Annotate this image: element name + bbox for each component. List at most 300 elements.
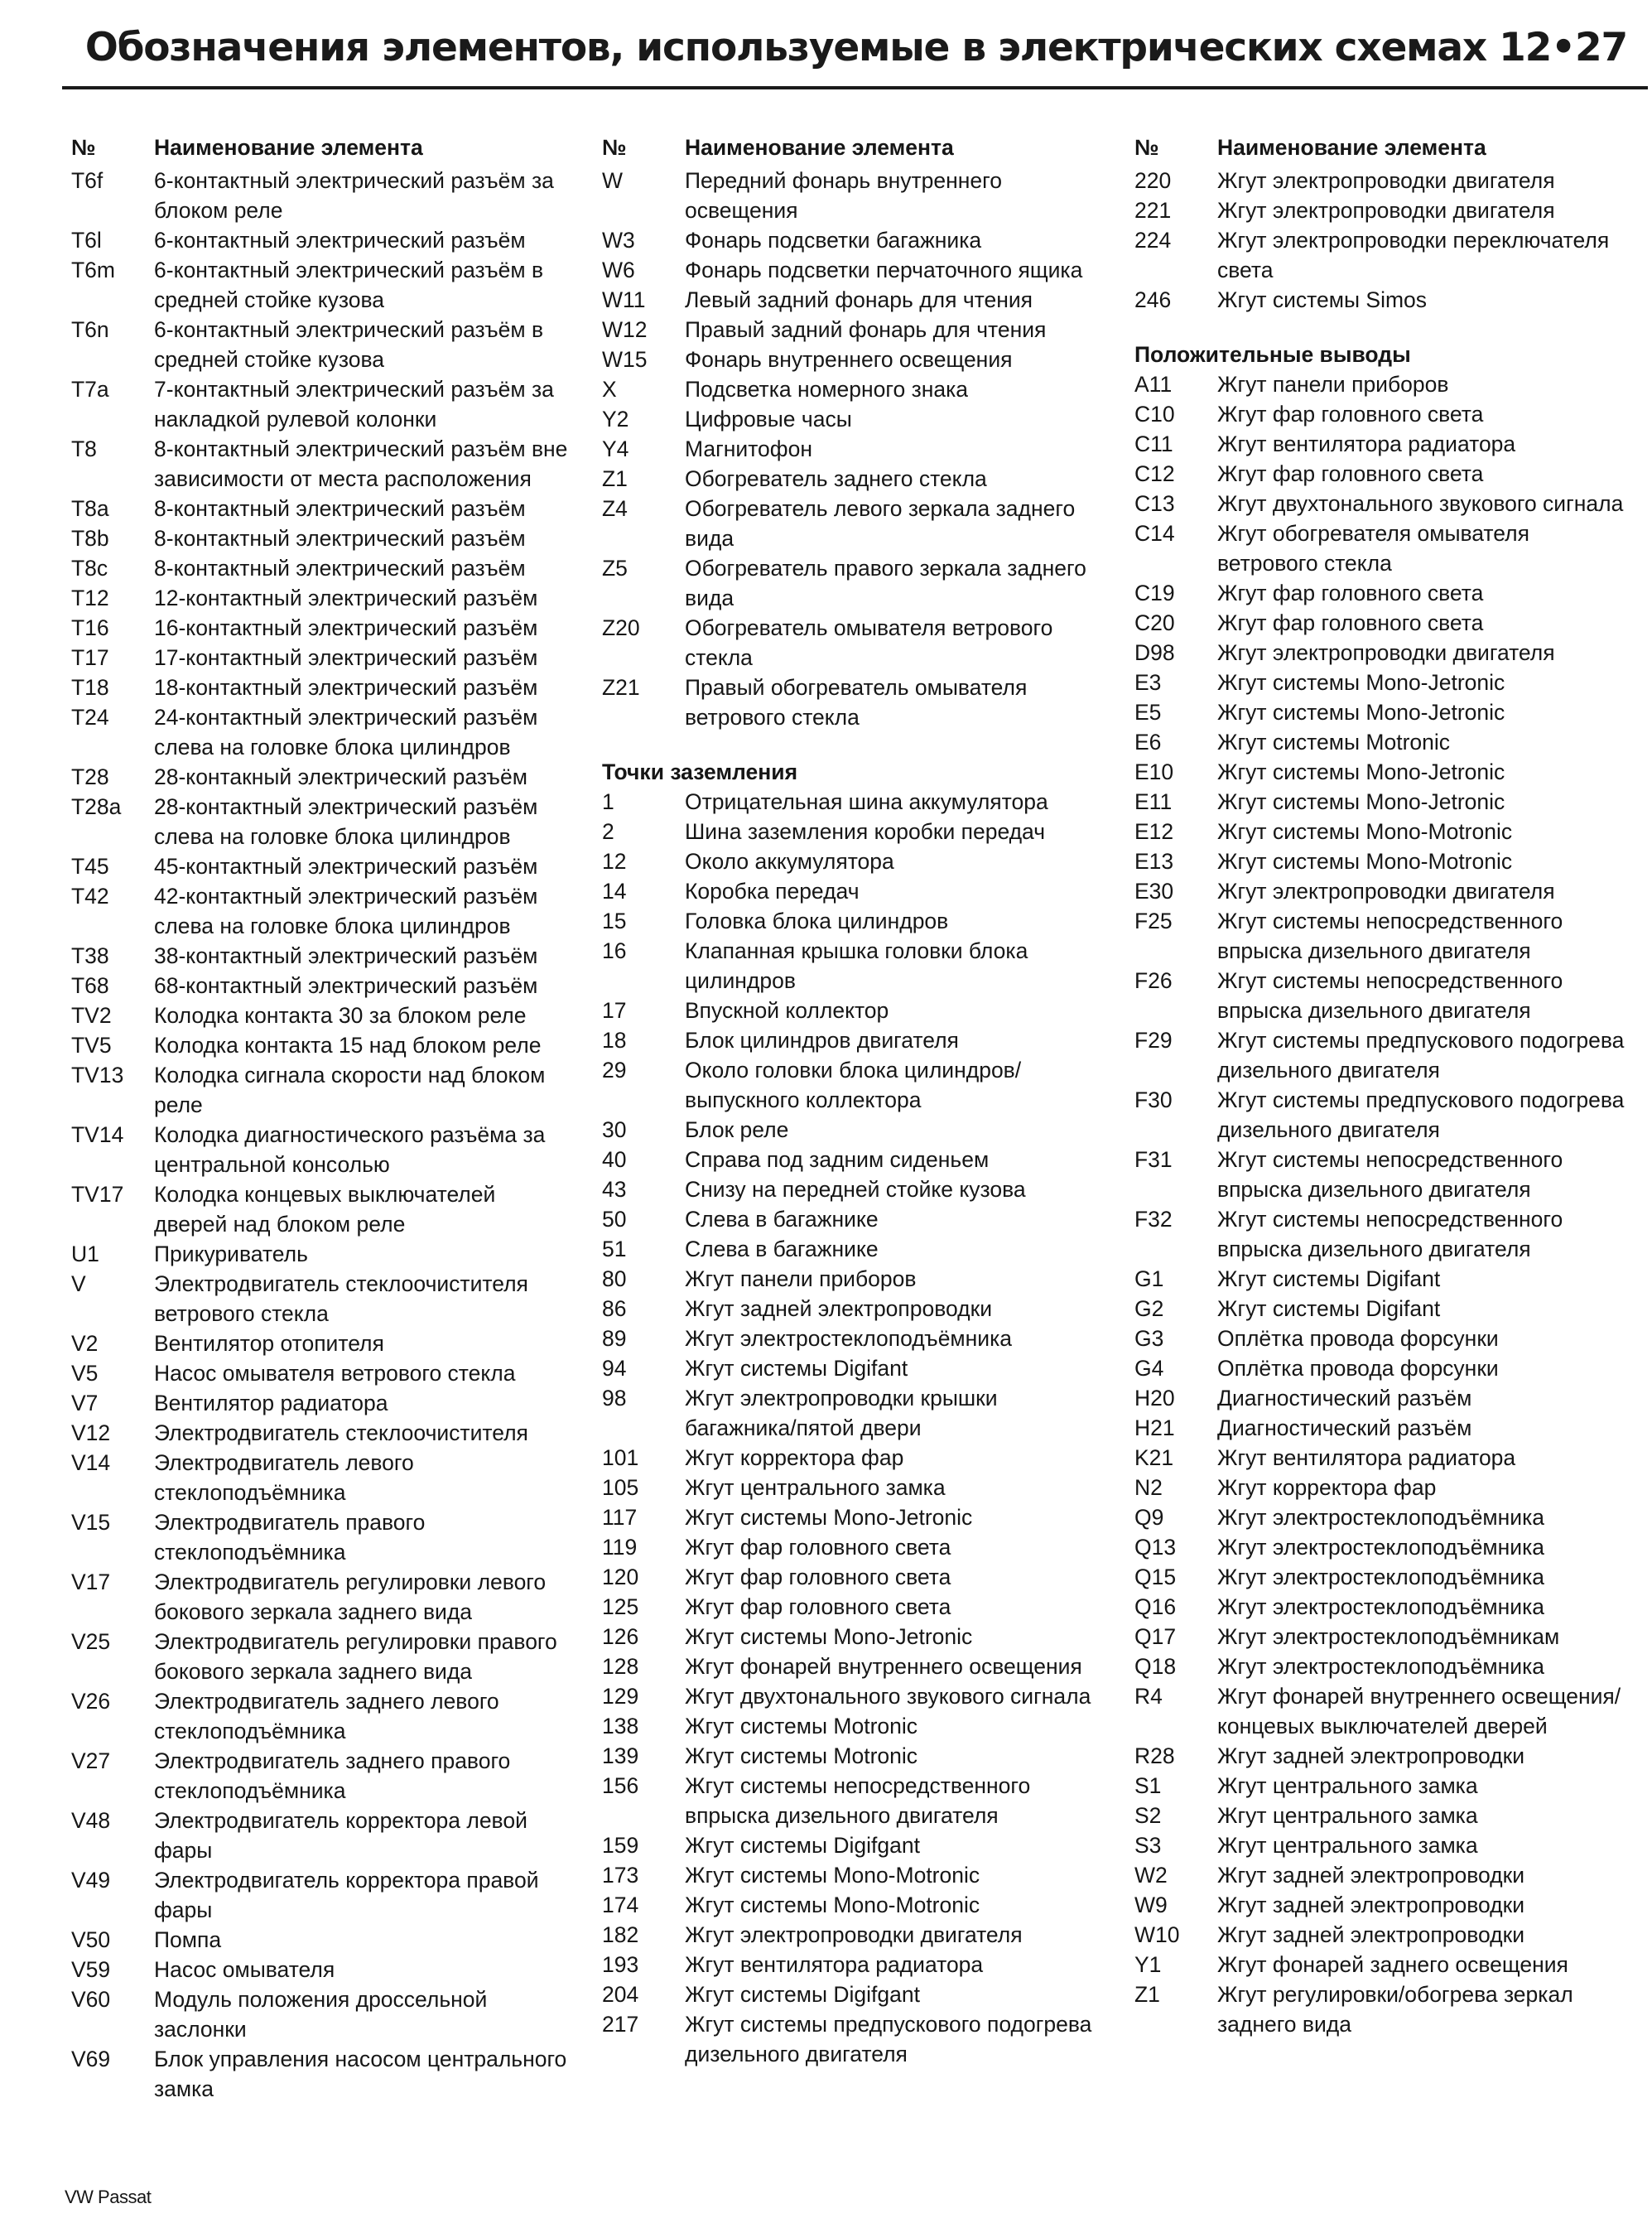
element-code: C13 (1134, 491, 1175, 516)
element-code: V12 (71, 1420, 111, 1445)
element-code: T8b (71, 526, 109, 551)
list-item (1134, 1145, 1635, 1204)
element-name: Жгут системы непосредственного впрыска дизельного двигателя (685, 1773, 1031, 1828)
element-name: Жгут системы Mono-Motronic (1217, 819, 1513, 844)
element-code: F29 (1134, 1028, 1173, 1053)
list-item (1134, 1324, 1635, 1353)
element-code: E13 (1134, 849, 1174, 874)
element-code: 156 (602, 1773, 639, 1798)
element-name: Жгут панели приборов (685, 1266, 917, 1291)
element-name: Жгут системы Mono-Jetronic (1217, 670, 1505, 695)
element-code: Z1 (602, 466, 628, 491)
list-item (1134, 757, 1635, 787)
list-item (71, 1179, 568, 1239)
element-name: Жгут электропроводки переключателя света (1217, 228, 1610, 282)
element-code: T16 (71, 615, 109, 640)
element-code: G3 (1134, 1326, 1164, 1351)
element-code: Q18 (1134, 1654, 1177, 1679)
element-name: Коробка передач (685, 879, 860, 904)
element-code: 14 (602, 879, 627, 904)
element-code: V50 (71, 1927, 111, 1952)
element-name: Снизу на передней стойке кузова (685, 1177, 1026, 1202)
positive-section-title: Положительные выводы (1134, 342, 1411, 367)
list-item (602, 1830, 1099, 1860)
element-name: Жгут панели приборов (1217, 372, 1449, 397)
list-item (71, 1001, 568, 1030)
list-item (71, 1060, 568, 1120)
element-code: 50 (602, 1207, 627, 1232)
list-item (1134, 906, 1635, 966)
list-item (602, 434, 1099, 464)
element-code: 119 (602, 1535, 638, 1560)
list-item (1134, 1353, 1635, 1383)
list-item (602, 1204, 1099, 1234)
list-item (602, 374, 1099, 404)
element-code: 40 (602, 1147, 627, 1172)
list-item (602, 1950, 1099, 1979)
element-name: Диагностический разъём (1217, 1415, 1472, 1440)
list-item (1134, 1920, 1635, 1950)
element-name: Блок цилиндров двигателя (685, 1028, 959, 1053)
element-code: 30 (602, 1117, 627, 1142)
list-col3 (1134, 166, 1635, 315)
element-code: 117 (602, 1505, 638, 1530)
list-item (71, 1269, 568, 1328)
list-item (1134, 876, 1635, 906)
element-name: Жгут системы Mono-Jetronic (1217, 700, 1505, 725)
element-code: A11 (1134, 372, 1173, 397)
element-code: W10 (1134, 1922, 1180, 1947)
element-code: T42 (71, 884, 109, 909)
list-item (1134, 1652, 1635, 1681)
element-name: Жгут системы Digifgant (685, 1982, 920, 2007)
page-title: Обозначения элементов, используемые в электрических схемах 12•27 (84, 25, 1627, 70)
element-name: Жгут системы Digifgant (685, 1833, 920, 1858)
list-item (71, 881, 568, 941)
element-name: Электродвигатель стеклоочистителя ветрового стекла (154, 1271, 528, 1326)
element-code: S2 (1134, 1803, 1162, 1828)
element-name: 28-контактный электрический разъём слева на головке блока цилиндров (154, 794, 538, 849)
list-item (1134, 1950, 1635, 1979)
list-positive (1134, 369, 1635, 2039)
list-item (1134, 459, 1635, 489)
element-code: G4 (1134, 1356, 1164, 1381)
element-code: 193 (602, 1952, 639, 1977)
element-code: E3 (1134, 670, 1162, 695)
element-code: C14 (1134, 521, 1175, 546)
list-item (71, 941, 568, 971)
element-code: W2 (1134, 1863, 1168, 1888)
element-name: Оплётка провода форсунки (1217, 1326, 1499, 1351)
list-item (71, 1418, 568, 1448)
element-name: Жгут системы непосредственного впрыска дизельного двигателя (1217, 1207, 1563, 1261)
column-header (71, 133, 568, 162)
element-code: 173 (602, 1863, 639, 1888)
element-code: Y2 (602, 407, 629, 432)
list-item (602, 817, 1099, 846)
element-code: 129 (602, 1684, 639, 1709)
element-code: W11 (602, 287, 646, 312)
element-code: T6n (71, 317, 109, 342)
list-item (1134, 225, 1635, 285)
element-code: Z5 (602, 556, 628, 581)
element-name: Жгут фар головного света (1217, 402, 1484, 427)
element-code: V26 (71, 1689, 111, 1714)
list-item (1134, 1592, 1635, 1622)
list-item (602, 345, 1099, 374)
element-name: Жгут фонарей внутреннего освещения (685, 1654, 1082, 1679)
element-code: 94 (602, 1356, 627, 1381)
list-item (71, 1955, 568, 1984)
element-name: Жгут электропроводки двигателя (1217, 640, 1555, 665)
element-name: Диагностический разъём (1217, 1386, 1472, 1410)
element-code: 15 (602, 909, 627, 933)
element-name: Жгут системы предпускового подогрева дизельного двигателя (1217, 1028, 1625, 1083)
element-code: R28 (1134, 1743, 1175, 1768)
list-col2 (602, 166, 1099, 732)
num-header: № (1134, 135, 1159, 160)
element-code: T6l (71, 228, 102, 253)
element-name: 8-контактный электрический разъём (154, 556, 526, 581)
element-name: Правый обогреватель омывателя ветрового стекла (685, 675, 1028, 730)
list-item (71, 1925, 568, 1955)
element-code: Z20 (602, 615, 640, 640)
element-name: Жгут центрального замка (685, 1475, 946, 1500)
element-code: Z1 (1134, 1982, 1160, 2007)
element-name: Жгут центрального замка (1217, 1803, 1478, 1828)
element-code: TV13 (71, 1063, 124, 1087)
list-item (602, 1234, 1099, 1264)
element-code: 126 (602, 1624, 639, 1649)
list-item (602, 1294, 1099, 1324)
element-code: V59 (71, 1957, 111, 1982)
element-name: Жгут задней электропроводки (1217, 1863, 1525, 1888)
element-code: T68 (71, 973, 109, 998)
element-name: Колодка контакта 15 над блоком реле (154, 1033, 542, 1058)
element-code: 89 (602, 1326, 627, 1351)
element-name: Электродвигатель правого стеклоподъёмника (154, 1510, 426, 1565)
element-code: Z4 (602, 496, 628, 521)
element-code: V5 (71, 1361, 99, 1386)
element-code: 217 (602, 2012, 639, 2037)
list-item (1134, 195, 1635, 225)
element-name: Колодка концевых выключателей дверей над блоком реле (154, 1182, 496, 1237)
list-item (602, 255, 1099, 285)
element-code: Y1 (1134, 1952, 1162, 1977)
element-code: E10 (1134, 759, 1174, 784)
element-code: 159 (602, 1833, 639, 1858)
element-name: Клапанная крышка головки блока цилиндров (685, 938, 1028, 993)
element-name: Обогреватель левого зеркала заднего вида (685, 496, 1076, 551)
element-code: TV2 (71, 1003, 112, 1028)
list-item (71, 702, 568, 762)
element-name: Жгут двухтонального звукового сигнала (685, 1684, 1091, 1709)
element-code: Q16 (1134, 1594, 1177, 1619)
element-name: Насос омывателя (154, 1957, 335, 1982)
element-code: 220 (1134, 168, 1172, 193)
list-item (602, 1353, 1099, 1383)
list-item (71, 255, 568, 315)
list-item (602, 613, 1099, 673)
element-name: Жгут системы Motronic (685, 1714, 918, 1738)
element-name: 6-контактный электрический разъём в средней стойке кузова (154, 317, 544, 372)
element-name: Жгут системы Digifant (1217, 1266, 1441, 1291)
element-name: Фонарь внутреннего освещения (685, 347, 1013, 372)
element-code: E6 (1134, 730, 1162, 755)
list-item (71, 851, 568, 881)
element-name: Жгут центрального замка (1217, 1773, 1478, 1798)
element-name: Жгут фар головного света (685, 1594, 951, 1619)
element-name: Блок управления насосом центрального замка (154, 2047, 567, 2101)
element-code: V14 (71, 1450, 111, 1475)
list-item (602, 1920, 1099, 1950)
element-code: T18 (71, 675, 109, 700)
list-item (602, 846, 1099, 876)
list-item (1134, 518, 1635, 578)
element-name: 42-контактный электрический разъём слева на головке блока цилиндров (154, 884, 538, 938)
element-code: V69 (71, 2047, 111, 2071)
list-col1 (71, 166, 568, 2104)
name-header: Наименование элемента (154, 135, 423, 160)
element-code: 1 (602, 789, 614, 814)
list-item (602, 1771, 1099, 1830)
column-3 (1134, 133, 1635, 2039)
element-name: Слева в багажнике (685, 1207, 879, 1232)
element-name: Электродвигатель корректора левой фары (154, 1808, 527, 1863)
element-name: Жгут системы непосредственного впрыска дизельного двигателя (1217, 968, 1563, 1023)
element-code: D98 (1134, 640, 1175, 665)
element-code: K21 (1134, 1445, 1174, 1470)
list-item (602, 1383, 1099, 1443)
element-name: Жгут электростеклоподъёмника (1217, 1565, 1545, 1589)
element-name: 24-контактный электрический разъём слева на головке блока цилиндров (154, 705, 538, 759)
element-code: C12 (1134, 461, 1175, 486)
element-name: Отрицательная шина аккумулятора (685, 789, 1048, 814)
list-item (1134, 1443, 1635, 1473)
list-item (71, 523, 568, 553)
list-item (1134, 1801, 1635, 1830)
element-code: 43 (602, 1177, 627, 1202)
column-2 (602, 133, 1099, 2069)
element-code: 125 (602, 1594, 639, 1619)
ground-section-title: Точки заземления (602, 759, 798, 784)
list-item (71, 583, 568, 613)
list-item (602, 315, 1099, 345)
element-code: N2 (1134, 1475, 1163, 1500)
list-item (71, 1448, 568, 1507)
name-header: Наименование элемента (1217, 135, 1486, 160)
list-item (602, 1622, 1099, 1652)
element-name: Жгут системы Simos (1217, 287, 1428, 312)
header-rule (62, 86, 1648, 89)
list-item (1134, 697, 1635, 727)
element-code: 221 (1134, 198, 1172, 223)
list-item (1134, 1532, 1635, 1562)
element-name: Жгут системы Mono-Motronic (685, 1893, 980, 1917)
element-name: Вентилятор отопителя (154, 1331, 384, 1356)
element-code: 204 (602, 1982, 639, 2007)
element-name: Подсветка номерного знака (685, 377, 969, 402)
element-name: Шина заземления коробки передач (685, 819, 1046, 844)
name-header: Наименование элемента (685, 135, 954, 160)
list-item (602, 285, 1099, 315)
element-name: Впускной коллектор (685, 998, 889, 1023)
element-code: 139 (602, 1743, 639, 1768)
element-code: V15 (71, 1510, 111, 1535)
list-item (71, 613, 568, 643)
element-code: F30 (1134, 1087, 1173, 1112)
element-code: T28a (71, 794, 122, 819)
element-name: 68-контактный электрический разъём (154, 973, 538, 998)
element-name: Электродвигатель регулировки левого бокового зеркала заднего вида (154, 1570, 547, 1624)
element-code: W6 (602, 258, 635, 282)
element-name: 6-контактный электрический разъём за блоком реле (154, 168, 554, 223)
list-item (602, 1264, 1099, 1294)
list-item (71, 1746, 568, 1806)
element-name: Колодка контакта 30 за блоком реле (154, 1003, 527, 1028)
element-code: V17 (71, 1570, 111, 1594)
element-name: Колодка диагностического разъёма за центральной консолью (154, 1122, 546, 1177)
element-name: Жгут регулировки/обогрева зеркал заднего вида (1217, 1982, 1573, 2037)
list-item (1134, 429, 1635, 459)
list-item (71, 166, 568, 225)
list-item (71, 1806, 568, 1865)
list-item (71, 2044, 568, 2104)
element-code: C19 (1134, 581, 1175, 605)
list-item (71, 1567, 568, 1627)
element-code: 120 (602, 1565, 639, 1589)
element-code: V48 (71, 1808, 111, 1833)
element-code: V49 (71, 1868, 111, 1893)
list-item (602, 494, 1099, 553)
list-item (602, 464, 1099, 494)
list-item (602, 787, 1099, 817)
element-name: Жгут задней электропроводки (1217, 1922, 1525, 1947)
element-name: Колодка сигнала скорости над блоком реле (154, 1063, 546, 1117)
element-code: G2 (1134, 1296, 1164, 1321)
list-item (1134, 1830, 1635, 1860)
element-name: 12-контактный электрический разъём (154, 586, 538, 610)
list-item (602, 166, 1099, 225)
element-code: C20 (1134, 610, 1175, 635)
list-item (602, 1115, 1099, 1145)
element-name: Жгут системы непосредственного впрыска дизельного двигателя (1217, 1147, 1563, 1202)
element-code: V25 (71, 1629, 111, 1654)
element-name: Жгут задней электропроводки (685, 1296, 993, 1321)
element-name: Жгут двухтонального звукового сигнала (1217, 491, 1624, 516)
element-name: Жгут электростеклоподъёмника (1217, 1505, 1545, 1530)
list-item (1134, 1890, 1635, 1920)
list-item (71, 1627, 568, 1686)
list-item (1134, 1473, 1635, 1502)
element-code: 128 (602, 1654, 639, 1679)
list-item (602, 996, 1099, 1025)
element-name: Жгут системы непосредственного впрыска дизельного двигателя (1217, 909, 1563, 963)
element-name: Жгут системы Mono-Motronic (1217, 849, 1513, 874)
list-item (1134, 1413, 1635, 1443)
column-1 (71, 133, 568, 2104)
list-item (71, 1507, 568, 1567)
list-item (1134, 1771, 1635, 1801)
list-item (1134, 285, 1635, 315)
list-item (1134, 1622, 1635, 1652)
element-code: Q17 (1134, 1624, 1177, 1649)
element-name: Прикуриватель (154, 1242, 308, 1266)
list-item (1134, 817, 1635, 846)
element-code: Z21 (602, 675, 640, 700)
element-name: 28-контакный электрический разъём (154, 764, 527, 789)
list-item (602, 673, 1099, 732)
element-name: Жгут фар головного света (685, 1565, 951, 1589)
list-item (602, 1473, 1099, 1502)
element-name: Жгут электростеклоподъёмника (1217, 1654, 1545, 1679)
list-item (71, 1984, 568, 2044)
element-name: Магнитофон (685, 436, 812, 461)
element-name: Обогреватель заднего стекла (685, 466, 987, 491)
list-item (1134, 1741, 1635, 1771)
element-name: Жгут системы Motronic (685, 1743, 918, 1768)
element-name: Жгут системы Mono-Jetronic (1217, 759, 1505, 784)
element-name: 38-контактный электрический разъём (154, 943, 538, 968)
element-name: Жгут фар головного света (1217, 581, 1484, 605)
list-item (602, 2009, 1099, 2069)
element-name: Электродвигатель левого стеклоподъёмника (154, 1450, 414, 1505)
list-item (1134, 1294, 1635, 1324)
element-name: 6-контактный электрический разъём (154, 228, 526, 253)
element-code: F26 (1134, 968, 1173, 993)
element-code: H20 (1134, 1386, 1175, 1410)
element-code: 12 (602, 849, 627, 874)
element-code: Y4 (602, 436, 629, 461)
element-code: 105 (602, 1475, 639, 1500)
element-code: V (71, 1271, 86, 1296)
list-item (1134, 1860, 1635, 1890)
list-item (1134, 1979, 1635, 2039)
list-item (71, 1328, 568, 1358)
list-item (602, 936, 1099, 996)
element-name: Передний фонарь внутреннего освещения (685, 168, 1002, 223)
list-item (1134, 399, 1635, 429)
list-item (602, 1741, 1099, 1771)
element-code: 80 (602, 1266, 627, 1291)
element-code: 246 (1134, 287, 1172, 312)
element-name: Электродвигатель стеклоочистителя (154, 1420, 528, 1445)
element-name: 7-контактный электрический разъём за накладкой рулевой колонки (154, 377, 554, 432)
element-name: Помпа (154, 1927, 222, 1952)
element-name: Жгут системы Mono-Jetronic (685, 1505, 973, 1530)
element-name: Жгут задней электропроводки (1217, 1743, 1525, 1768)
element-name: Жгут электростеклоподъёмника (1217, 1535, 1545, 1560)
element-code: TV14 (71, 1122, 124, 1147)
element-name: Электродвигатель регулировки правого бокового зеркала заднего вида (154, 1629, 557, 1684)
element-code: 98 (602, 1386, 627, 1410)
element-name: Жгут электропроводки двигателя (1217, 879, 1555, 904)
element-name: Жгут фар головного света (1217, 610, 1484, 635)
list-item (602, 1890, 1099, 1920)
element-code: V2 (71, 1331, 99, 1356)
element-name: Вентилятор радиатора (154, 1391, 388, 1415)
element-code: W3 (602, 228, 635, 253)
element-name: Фонарь подсветки багажника (685, 228, 982, 253)
element-name: 6-контактный электрический разъём в средней стойке кузова (154, 258, 544, 312)
element-name: Жгут системы предпускового подогрева дизельного двигателя (1217, 1087, 1625, 1142)
element-name: Жгут корректора фар (685, 1445, 904, 1470)
list-item (602, 1025, 1099, 1055)
list-item (1134, 1204, 1635, 1264)
element-name: Электродвигатель корректора правой фары (154, 1868, 539, 1922)
list-item (1134, 489, 1635, 518)
element-name: Жгут электростеклоподъёмникам (1217, 1624, 1560, 1649)
